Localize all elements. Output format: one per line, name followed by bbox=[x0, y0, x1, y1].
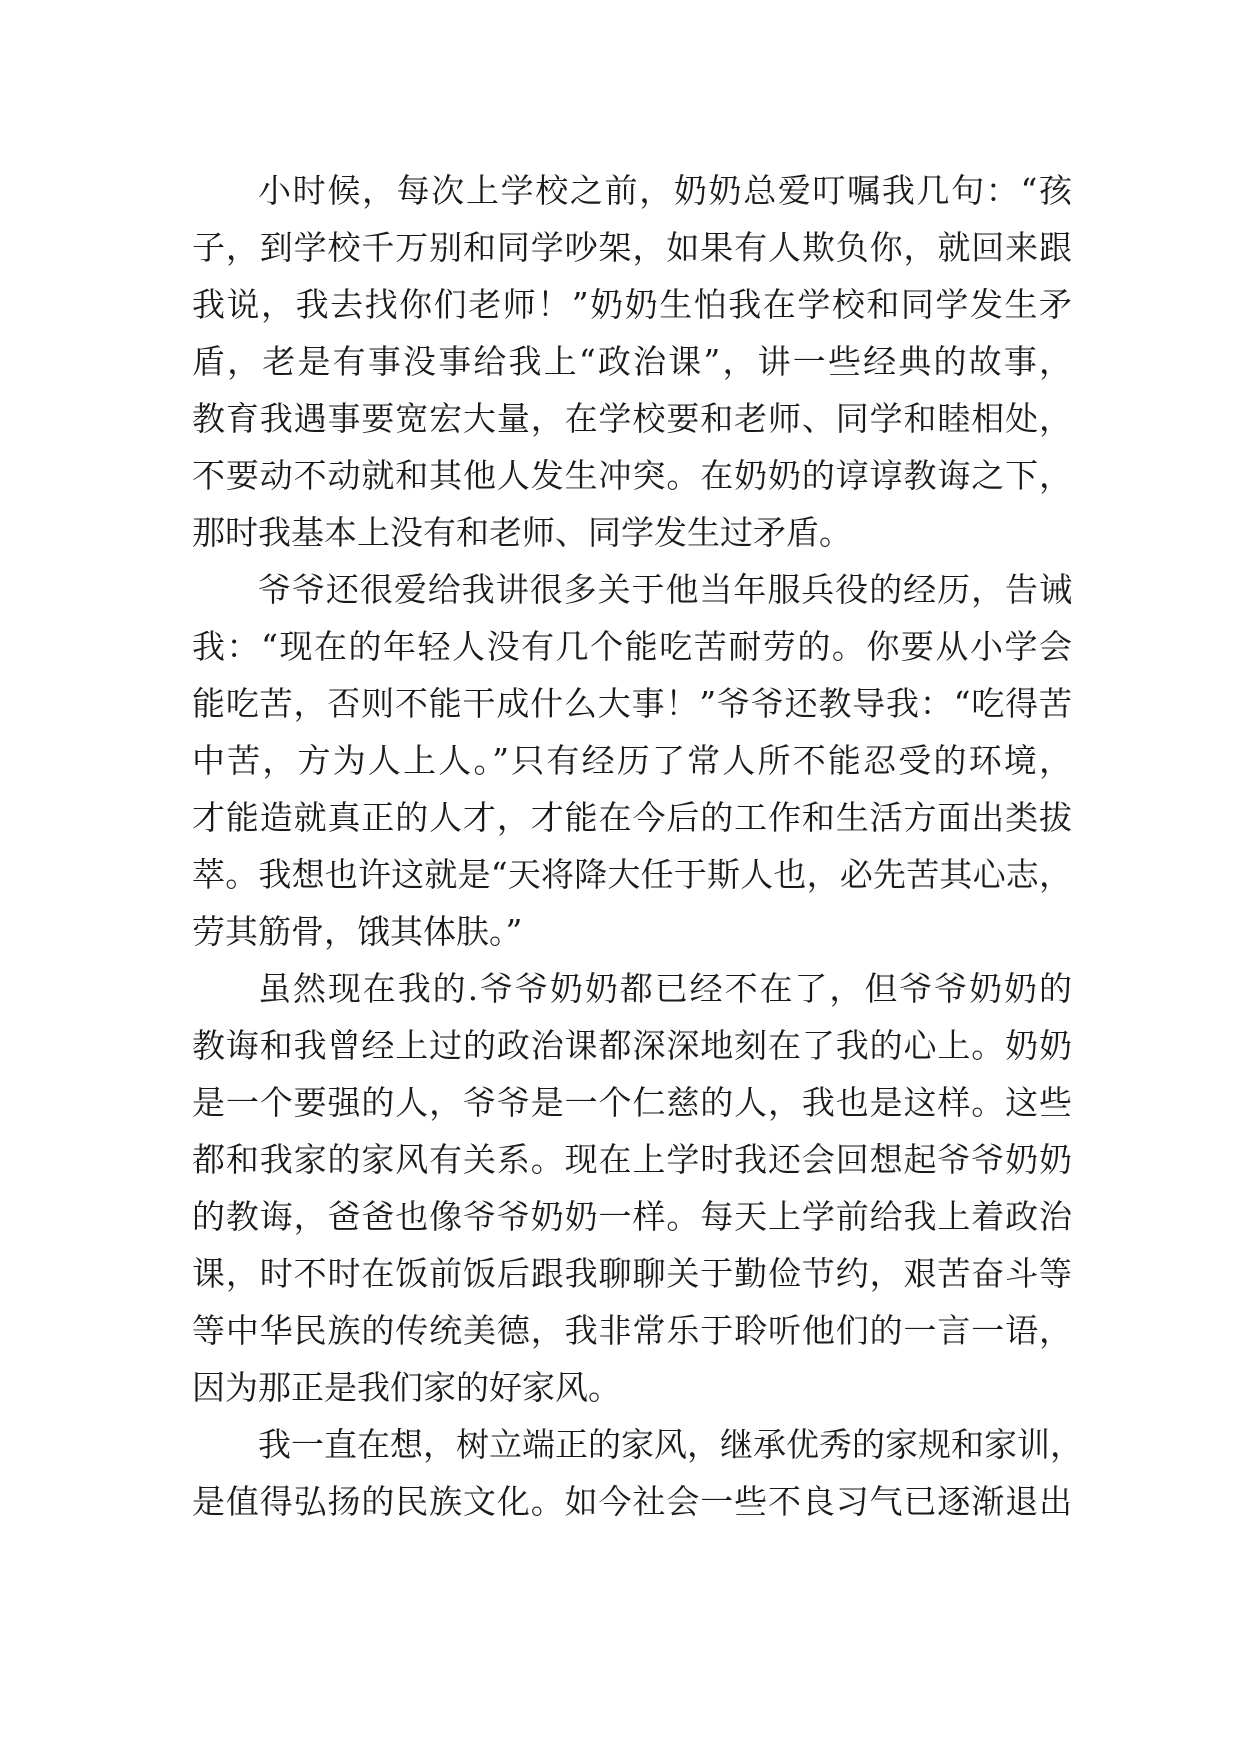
text-line: 教诲和我曾经上过的政治课都深深地刻在了我的心上。奶奶 bbox=[192, 1026, 1072, 1065]
paragraph-1 bbox=[192, 162, 1072, 561]
text-line: 子，到学校千万别和同学吵架，如果有人欺负你，就回来跟 bbox=[192, 228, 1072, 267]
text-line: 都和我家的家风有关系。现在上学时我还会回想起爷爷奶奶 bbox=[192, 1140, 1072, 1179]
text-line: 中苦，方为人上人。”只有经历了常人所不能忍受的环境， bbox=[192, 741, 1072, 780]
text-line: 等中华民族的传统美德，我非常乐于聆听他们的一言一语， bbox=[192, 1311, 1072, 1350]
text-line: 是值得弘扬的民族文化。如今社会一些不良习气已逐渐退出 bbox=[192, 1482, 1072, 1521]
text-line: 能吃苦，否则不能干成什么大事！”爷爷还教导我：“吃得苦 bbox=[192, 684, 1072, 723]
text-line: 爷爷还很爱给我讲很多关于他当年服兵役的经历，告诫 bbox=[258, 570, 1072, 609]
text-line: 小时候，每次上学校之前，奶奶总爱叮嘱我几句：“孩 bbox=[258, 171, 1072, 210]
text-line: 那时我基本上没有和老师、同学发生过矛盾。 bbox=[192, 513, 852, 552]
text-line: 我一直在想，树立端正的家风，继承优秀的家规和家训， bbox=[258, 1425, 1083, 1464]
text-line: 劳其筋骨，饿其体肤。” bbox=[192, 912, 523, 951]
text-line: 不要动不动就和其他人发生冲突。在奶奶的谆谆教诲之下， bbox=[192, 456, 1072, 495]
text-line: 的教诲，爸爸也像爷爷奶奶一样。每天上学前给我上着政治 bbox=[192, 1197, 1072, 1236]
paragraph-2 bbox=[192, 561, 1072, 960]
text-line: 教育我遇事要宽宏大量，在学校要和老师、同学和睦相处， bbox=[192, 399, 1072, 438]
text-line: 因为那正是我们家的好家风。 bbox=[192, 1368, 621, 1407]
text-line: 萃。我想也许这就是“天将降大任于斯人也，必先苦其心志， bbox=[192, 855, 1072, 894]
text-line: 是一个要强的人，爷爷是一个仁慈的人，我也是这样。这些 bbox=[192, 1083, 1072, 1122]
paragraph-3 bbox=[192, 960, 1072, 1416]
text-line: 盾，老是有事没事给我上“政治课”，讲一些经典的故事， bbox=[192, 342, 1072, 381]
text-line: 虽然现在我的.爷爷奶奶都已经不在了，但爷爷奶奶的 bbox=[258, 969, 1072, 1008]
article-body bbox=[192, 162, 1083, 1530]
text-line: 课，时不时在饭前饭后跟我聊聊关于勤俭节约，艰苦奋斗等 bbox=[192, 1254, 1072, 1293]
paragraph-4 bbox=[192, 1416, 1083, 1530]
text-line: 我说，我去找你们老师！”奶奶生怕我在学校和同学发生矛 bbox=[192, 285, 1072, 324]
text-line: 才能造就真正的人才，才能在今后的工作和生活方面出类拔 bbox=[192, 798, 1072, 837]
text-line: 我：“现在的年轻人没有几个能吃苦耐劳的。你要从小学会 bbox=[192, 627, 1072, 666]
